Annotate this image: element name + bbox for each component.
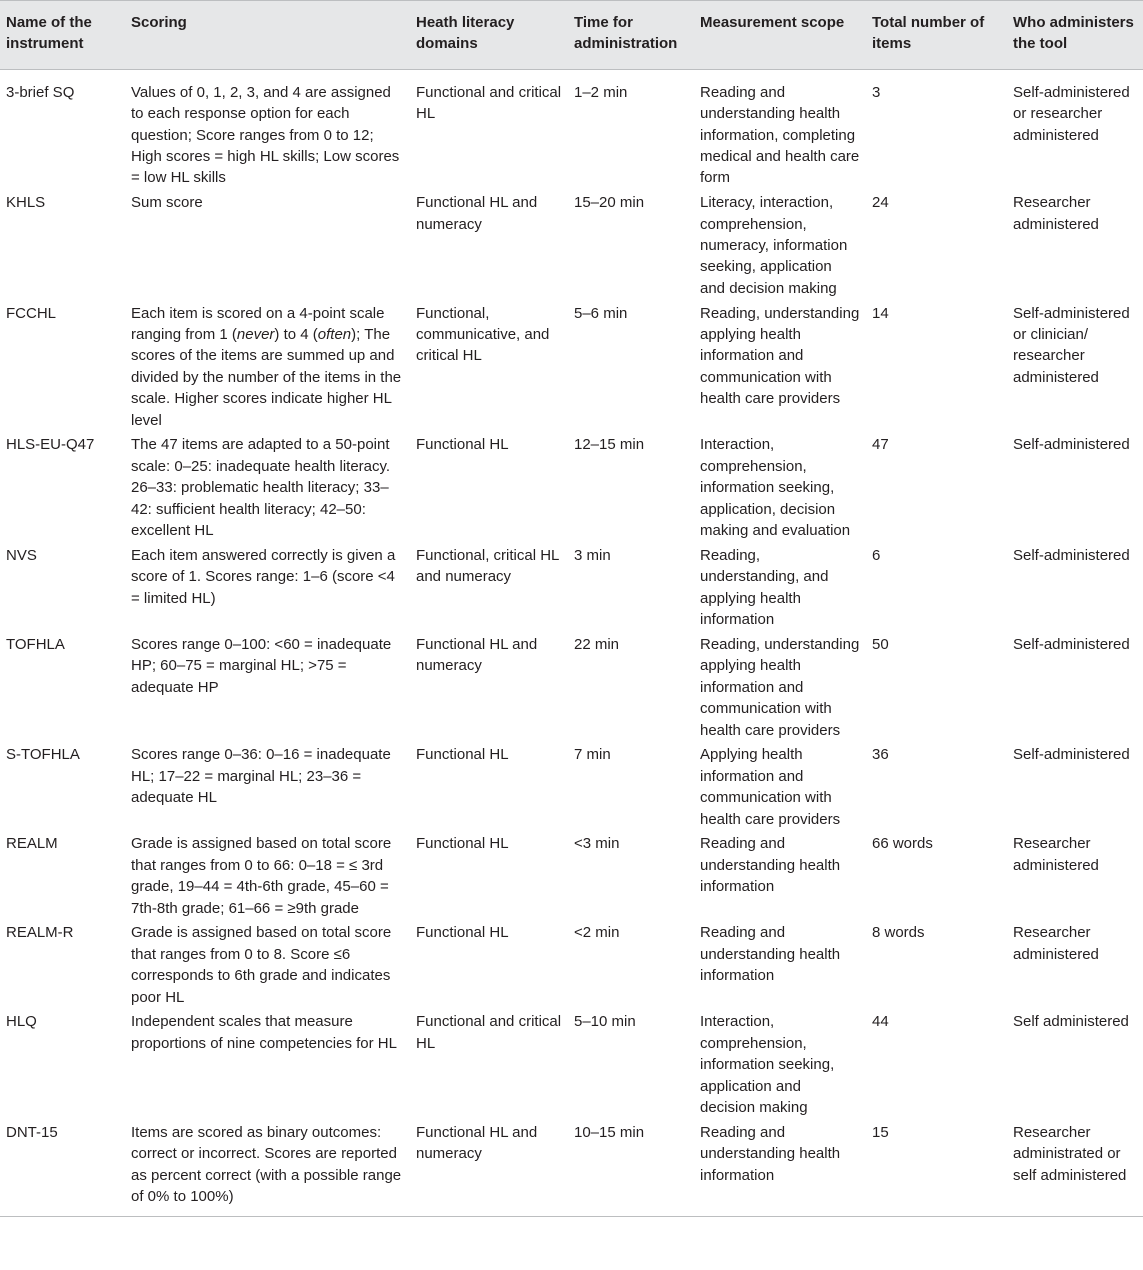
cell-instrument-name: 3-brief SQ — [6, 83, 75, 101]
table-body — [0, 69, 1143, 1217]
table-row — [0, 922, 1143, 1011]
cell-measurement-scope: Reading and understanding health information — [700, 1123, 841, 1184]
table-row — [0, 1011, 1143, 1121]
cell-administration-time: 22 min — [574, 635, 620, 653]
cell-measurement-scope: Interaction, comprehension, information seeking, application, decision making and evaluation — [700, 436, 851, 540]
table-row — [0, 303, 1143, 435]
scoring-text: ) to 4 ( — [274, 326, 318, 344]
scoring-text: ); The scores of the items are summed up and divided by the number of the items in the scale. Higher scores indicate higher HL level — [131, 326, 406, 429]
table-header — [0, 1, 1143, 70]
table-row — [0, 69, 1143, 192]
cell-total-items: 24 — [872, 194, 889, 212]
cell-administered-by: Researcher administered — [1013, 835, 1099, 874]
cell-measurement-scope: Reading and understanding health information — [700, 924, 841, 985]
cell-instrument-name: HLS-EU-Q47 — [6, 436, 95, 454]
table-row — [0, 192, 1143, 302]
cell-total-items: 36 — [872, 746, 889, 764]
table-row — [0, 833, 1143, 922]
cell-scoring: Values of 0, 1, 2, 3, and 4 are assigned to each response option for each question; Score ranges from 0 to 12; High scores = high HL skills; Low scores = low HL skills — [131, 83, 400, 187]
scoring-italic-often: often — [317, 326, 352, 344]
cell-scoring: Items are scored as binary outcomes: correct or incorrect. Scores are reported as percent correct (with a possible range of 0% to 100%) — [131, 1123, 402, 1206]
cell-total-items: 47 — [872, 436, 889, 454]
cell-administered-by: Self-administered — [1013, 436, 1130, 454]
cell-measurement-scope: Literacy, interaction, comprehension, numeracy, information seeking, application and decision making — [700, 194, 848, 297]
cell-hl-domains: Functional HL — [416, 436, 509, 454]
header-measurement-scope: Measurement scope — [694, 1, 866, 70]
cell-scoring — [125, 303, 410, 435]
header-row — [0, 1, 1143, 70]
table-row — [0, 545, 1143, 634]
header-administered-by: Who administers the tool — [1007, 1, 1143, 70]
table-row — [0, 634, 1143, 744]
cell-instrument-name: FCCHL — [6, 304, 57, 322]
cell-administered-by: Self-administered — [1013, 546, 1130, 564]
cell-measurement-scope: Reading and understanding health information, completing medical and health care form — [700, 83, 860, 187]
cell-hl-domains: Functional, critical HL and numeracy — [416, 546, 559, 586]
cell-scoring: The 47 items are adapted to a 50-point scale: 0–25: inadequate health literacy. 26–33: problematic health literacy; 33–42: sufficient health literacy; 42–50: excellent HL — [131, 436, 391, 540]
cell-hl-domains: Functional HL and numeracy — [416, 194, 538, 233]
cell-scoring: Scores range 0–100: <60 = inadequate HP; 60–75 = marginal HL; >75 = adequate HP — [131, 635, 392, 696]
cell-scoring: Grade is assigned based on total score that ranges from 0 to 66: 0–18 = ≤ 3rd grade, 19–44 = 4th-6th grade, 45–60 = 7th-8th grade; 61–66 = ≥9th grade — [131, 835, 392, 917]
cell-instrument-name: DNT-15 — [6, 1123, 58, 1141]
header-total-items: Total number of items — [866, 1, 1007, 70]
cell-instrument-name: S-TOFHLA — [6, 746, 80, 764]
cell-measurement-scope: Reading and understanding health information — [700, 835, 841, 896]
cell-administered-by: Researcher administered — [1013, 194, 1099, 233]
cell-total-items: 15 — [872, 1123, 889, 1141]
cell-instrument-name: NVS — [6, 546, 37, 564]
cell-administered-by: Self-administered or researcher administered — [1013, 83, 1130, 144]
cell-instrument-name: HLQ — [6, 1013, 37, 1031]
cell-measurement-scope: Reading, understanding, and applying health information — [700, 546, 829, 629]
cell-administration-time: <2 min — [574, 924, 620, 942]
cell-measurement-scope: Reading, understanding applying health information and communication with health care providers — [700, 304, 860, 408]
table-row — [0, 434, 1143, 544]
cell-hl-domains: Functional HL — [416, 746, 509, 764]
table-row — [0, 1122, 1143, 1217]
cell-administration-time: 5–10 min — [574, 1013, 636, 1031]
cell-hl-domains: Functional HL and numeracy — [416, 1123, 538, 1163]
cell-hl-domains: Functional, communicative, and critical HL — [416, 304, 550, 365]
cell-instrument-name: REALM — [6, 835, 58, 853]
cell-total-items: 66 words — [872, 835, 933, 853]
cell-hl-domains: Functional and critical HL — [416, 1013, 562, 1052]
cell-measurement-scope: Interaction, comprehension, information seeking, application and decision making — [700, 1013, 835, 1117]
cell-administered-by: Self-administered or clinician/ researcher administered — [1013, 304, 1130, 386]
cell-measurement-scope: Applying health information and communication with health care providers — [700, 746, 841, 828]
cell-instrument-name: REALM-R — [6, 924, 74, 942]
cell-scoring: Scores range 0–36: 0–16 = inadequate HL; 17–22 = marginal HL; 23–36 = adequate HL — [131, 746, 391, 807]
cell-measurement-scope: Reading, understanding applying health information and communication with health care providers — [700, 635, 860, 739]
scoring-italic-never: never — [236, 326, 275, 344]
cell-administration-time: 5–6 min — [574, 304, 628, 322]
cell-scoring: Independent scales that measure proportions of nine competencies for HL — [131, 1013, 397, 1052]
cell-administration-time: 1–2 min — [574, 83, 628, 101]
cell-administered-by: Researcher administrated or self administered — [1013, 1123, 1127, 1184]
cell-administration-time: 15–20 min — [574, 194, 645, 212]
cell-instrument-name: TOFHLA — [6, 635, 65, 653]
cell-total-items: 6 — [872, 546, 881, 564]
header-instrument-name: Name of the instrument — [0, 1, 125, 70]
cell-administration-time: 7 min — [574, 746, 611, 764]
cell-scoring: Each item answered correctly is given a score of 1. Scores range: 1–6 (score <4 = limited HL) — [131, 546, 396, 607]
cell-hl-domains: Functional and critical HL — [416, 83, 562, 123]
cell-administered-by: Self-administered — [1013, 746, 1130, 764]
cell-instrument-name: KHLS — [6, 194, 46, 212]
header-hl-domains: Heath literacy domains — [410, 1, 568, 70]
cell-hl-domains: Functional HL and numeracy — [416, 635, 538, 675]
cell-administered-by: Self administered — [1013, 1013, 1129, 1031]
cell-total-items: 3 — [872, 83, 881, 101]
cell-administration-time: 3 min — [574, 546, 611, 564]
cell-administered-by: Researcher administered — [1013, 924, 1099, 963]
cell-administration-time: 12–15 min — [574, 436, 645, 454]
cell-total-items: 8 words — [872, 924, 925, 942]
cell-scoring: Grade is assigned based on total score that ranges from 0 to 8. Score ≤6 corresponds to 6th grade and indicates poor HL — [131, 924, 392, 1006]
cell-total-items: 50 — [872, 635, 889, 653]
cell-total-items: 44 — [872, 1013, 889, 1031]
cell-hl-domains: Functional HL — [416, 924, 509, 942]
scoring-text: Each item is scored on a 4-point scale ranging from 1 ( — [131, 304, 389, 344]
header-administration-time: Time for administration — [568, 1, 694, 70]
cell-administration-time: 10–15 min — [574, 1123, 645, 1141]
cell-hl-domains: Functional HL — [416, 835, 509, 853]
cell-administered-by: Self-administered — [1013, 635, 1130, 653]
cell-total-items: 14 — [872, 304, 889, 322]
cell-scoring: Sum score — [131, 194, 203, 212]
cell-administration-time: <3 min — [574, 835, 620, 853]
header-scoring: Scoring — [125, 1, 410, 70]
table-row — [0, 744, 1143, 833]
